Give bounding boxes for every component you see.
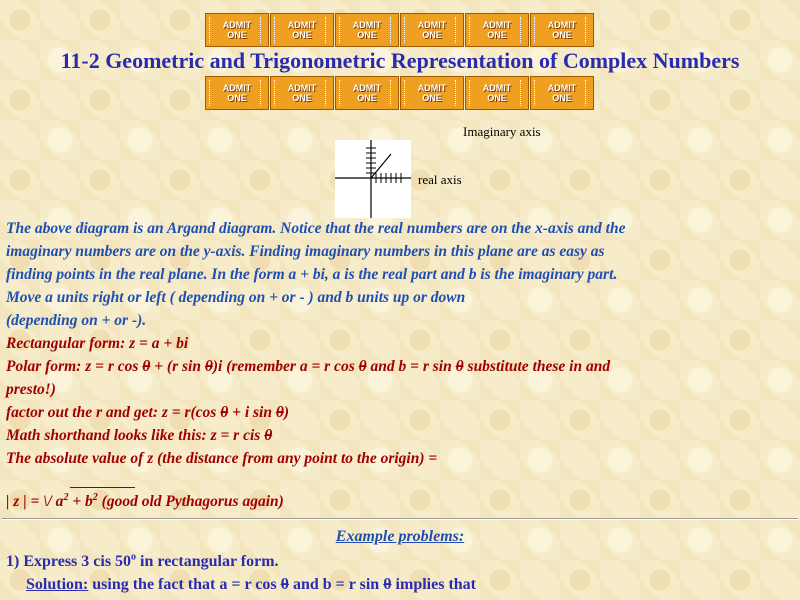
admit-one-ticket: ADMIT ONE xyxy=(400,13,464,47)
intro-line: The above diagram is an Argand diagram. Notice that the real numbers are on the x-axis and the xyxy=(6,220,626,237)
modulus-formula: | z | = \/ $a^2 + b^2$ (good old Pythagorus again) xyxy=(6,491,284,510)
ticket-banner-bottom xyxy=(205,76,595,110)
example-problems-heading: Example problems: xyxy=(335,528,465,545)
ticket-banner-top xyxy=(205,13,595,47)
admit-one-ticket: ADMIT ONE xyxy=(205,76,269,110)
radical-overline xyxy=(70,487,135,488)
polar-form: Polar form: z = r cos θ + (r sin θ)i (remember a = r cos θ and b = r sin θ substitute these in and xyxy=(6,358,611,375)
admit-one-ticket: ADMIT ONE xyxy=(335,13,399,47)
admit-one-ticket: ADMIT ONE xyxy=(270,76,334,110)
factor-line: factor out the r and get: z = r(cos θ + i sin θ) xyxy=(6,404,290,421)
intro-line: Move a units right or left ( depending on + or - ) and b units up or down xyxy=(6,289,466,306)
absolute-value-line: The absolute value of z (the distance from any point to the origin) = xyxy=(6,450,438,467)
admit-one-ticket: ADMIT ONE xyxy=(335,76,399,110)
intro-line: (depending on + or -). xyxy=(6,312,147,329)
intro-line: finding points in the real plane. In the form a + bi, a is the real part and b is the imaginary part. xyxy=(6,266,618,283)
problem-1: 1) Express 3 cis 50$^o$ in rectangular form. xyxy=(6,551,279,570)
shorthand-line: Math shorthand looks like this: z = r cis θ xyxy=(6,427,273,444)
admit-one-ticket: ADMIT ONE xyxy=(465,13,529,47)
admit-one-ticket: ADMIT ONE xyxy=(465,76,529,110)
admit-one-ticket: ADMIT ONE xyxy=(400,76,464,110)
rectangular-form: Rectangular form: z = a + bi xyxy=(6,335,189,352)
divider xyxy=(2,518,798,520)
solution-1: Solution: using the fact that a = r cos θ and b = r sin θ implies that xyxy=(26,576,476,593)
imaginary-axis-label: Imaginary axis xyxy=(463,124,541,139)
argand-diagram xyxy=(335,140,411,218)
admit-one-ticket: ADMIT ONE xyxy=(270,13,334,47)
intro-line: imaginary numbers are on the y-axis. Finding imaginary numbers in this plane are as easy as xyxy=(6,243,605,260)
admit-one-ticket: ADMIT ONE xyxy=(530,76,594,110)
polar-form-continued: presto!) xyxy=(6,381,56,398)
admit-one-ticket: ADMIT ONE xyxy=(530,13,594,47)
real-axis-label: real axis xyxy=(418,172,462,187)
page-title: 11-2 Geometric and Trigonometric Representation of Complex Numbers xyxy=(60,48,740,73)
admit-one-ticket: ADMIT ONE xyxy=(205,13,269,47)
